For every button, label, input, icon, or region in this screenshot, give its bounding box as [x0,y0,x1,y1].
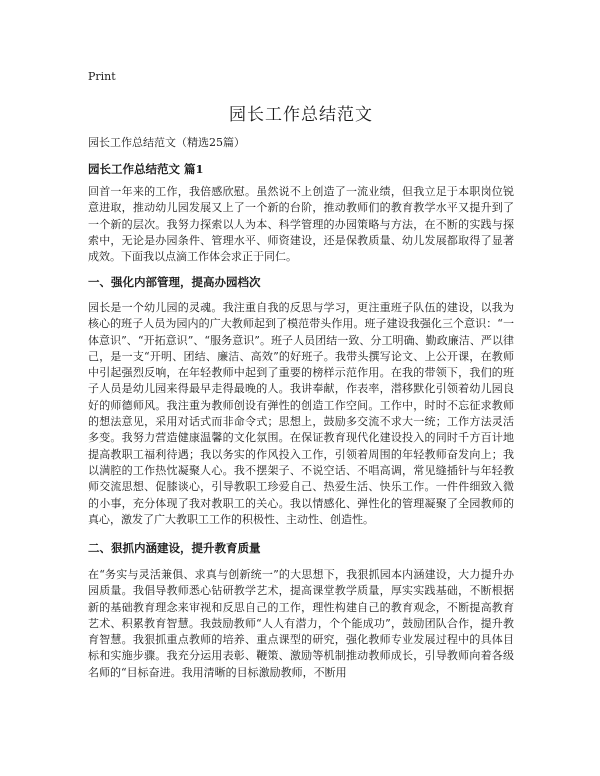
page-title: 园长工作总结范文 [229,105,373,125]
print-link[interactable]: Print [88,70,116,83]
intro-paragraph: 回首一年来的工作，我倍感欣慰。虽然说不上创造了一流业绩，但我立足于本职岗位锐意进取，推动幼儿园发展又上了一个新的台阶，推动教师们的教育教学水平又提升到了一个新的层次。我努力探索以人为本、科学管理的办园策略与方法，在不断的实践与探索中，无论是办园条件、管理水平、师资建设，还是保教质量、幼儿发展都取得了显著成效。下面我以点滴工作体会求正于同仁。 [88,185,514,264]
document-subtitle: 园长工作总结范文（精选25篇） [88,136,245,149]
section-one-paragraph: 园长是一个幼儿园的灵魂。我注重自我的反思与学习，更注重班子队伍的建设，以我为核心的班子人员为园内的广大教师起到了模范带头作用。班子建设我强化三个意识：“一体意识”、“开拓意识”、“服务意识”。班子人员团结一致、分工明确、勤政廉洁、严以律己，是一支“开明、团结、廉洁、高效”的好班子。我带头撰写论文、上公开课，在教师中引起强烈反响，在年轻教师中起到了重要的榜样示范作用。在我的带领下，我们的班子人员是幼儿园来得最早走得最晚的人。我讲奉献，作表率，潜移默化引领着幼儿园良好的师德师风。我注重为教师创设有弹性的创造工作空间。工作中，时时不忘征求教师的想法意见，采用对话式而非命令式；思想上，鼓励多交流不求大一统；工作方法灵活多变。我努力营造健康温馨的文化氛围。在保证教育现代化建设投入的同时千方百计地提高教职工福利待遇；我以务实的作风投入工作，引领着周围的年轻教师奋发向上；我以满腔的工作热忱凝聚人心。我不摆架子、不说空话、不唱高调，常见缝插针与年轻教师交流思想、促膝谈心，引导教职工珍爱自己、热爱生活、快乐工作。一件件细致入微的小事，充分体现了我对教职工的关心。我以情感化、弹性化的管理凝聚了全园教师的真心，激发了广大教职工工作的积极性、主动性、创造性。 [88,301,514,526]
section-one-heading: 一、强化内部管理，提高办园档次 [88,275,261,289]
piece-heading: 园长工作总结范文 篇1 [88,162,204,176]
section-two-heading: 二、狠抓内涵建设，提升教育质量 [88,541,261,555]
section-two-paragraph: 在“务实与灵活兼俱、求真与创新统一”的大思想下，我狠抓园本内涵建设，大力提升办园质量。我倡导教师悉心钻研教学艺术，提高课堂教学质量，厚实实践基础，不断根据新的基础教育理念来审视和反思自己的工作，理性构建自己的教育观念，不断提高教育艺术、积累教育智慧。我鼓励教师“人人有潜力，个个能成功”，鼓励团队合作，提升教育智慧。我狠抓重点教师的培养、重点课型的研究，强化教师专业发展过程中的具体目标和实施步骤。我充分运用表彰、鞭策、激励等机制推动教师成长，引导教师向着各级名师的“目标奋进。我用清晰的目标激励教师，不断用 [88,568,514,679]
